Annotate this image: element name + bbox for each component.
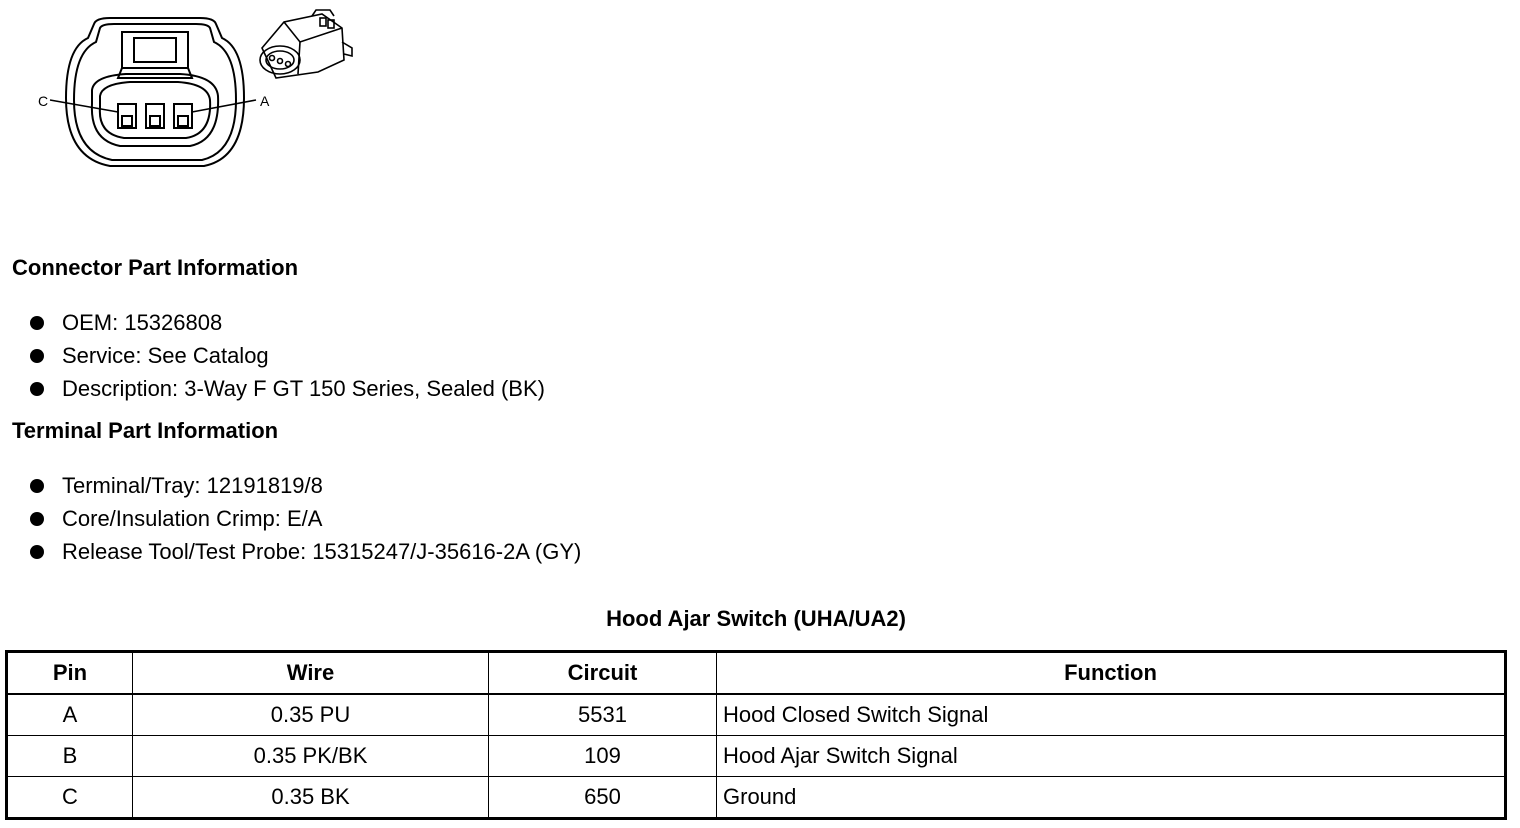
pin-table [5, 650, 1507, 820]
cell-function: Hood Closed Switch Signal [717, 694, 1506, 736]
list-item: Core/Insulation Crimp: E/A [30, 502, 581, 535]
list-item: Release Tool/Test Probe: 15315247/J-35616-2A (GY) [30, 535, 581, 568]
cell-circuit: 5531 [489, 694, 717, 736]
table-title: Hood Ajar Switch (UHA/UA2) [606, 606, 906, 631]
cell-pin: C [7, 777, 133, 819]
pin-label-c: C [38, 93, 49, 109]
cell-pin: B [7, 736, 133, 777]
list-item: Terminal/Tray: 12191819/8 [30, 469, 581, 502]
header-function: Function [717, 652, 1506, 695]
list-item: Service: See Catalog [30, 339, 545, 372]
cell-function: Ground [717, 777, 1506, 819]
table-row [7, 777, 1506, 819]
list-item: Description: 3-Way F GT 150 Series, Sealed (BK) [30, 372, 545, 405]
cell-wire: 0.35 PK/BK [133, 736, 489, 777]
header-wire: Wire [133, 652, 489, 695]
cell-circuit: 109 [489, 736, 717, 777]
connector-part-heading: Connector Part Information [12, 255, 299, 280]
connector-3d-thumbnail [260, 10, 352, 78]
header-circuit: Circuit [489, 652, 717, 695]
cell-wire: 0.35 PU [133, 694, 489, 736]
header-pin: Pin [7, 652, 133, 695]
table-header-row [7, 652, 1506, 695]
terminal-part-list [30, 469, 581, 568]
cell-function: Hood Ajar Switch Signal [717, 736, 1506, 777]
list-item: OEM: 15326808 [30, 306, 545, 339]
cell-pin: A [7, 694, 133, 736]
table-row [7, 736, 1506, 777]
connector-face-drawing [30, 8, 370, 183]
cell-circuit: 650 [489, 777, 717, 819]
cell-wire: 0.35 BK [133, 777, 489, 819]
pin-label-a: A [260, 93, 270, 109]
terminal-part-heading: Terminal Part Information [12, 418, 279, 443]
connector-diagram [30, 8, 370, 183]
table-row [7, 694, 1506, 736]
connector-part-list [30, 306, 545, 405]
